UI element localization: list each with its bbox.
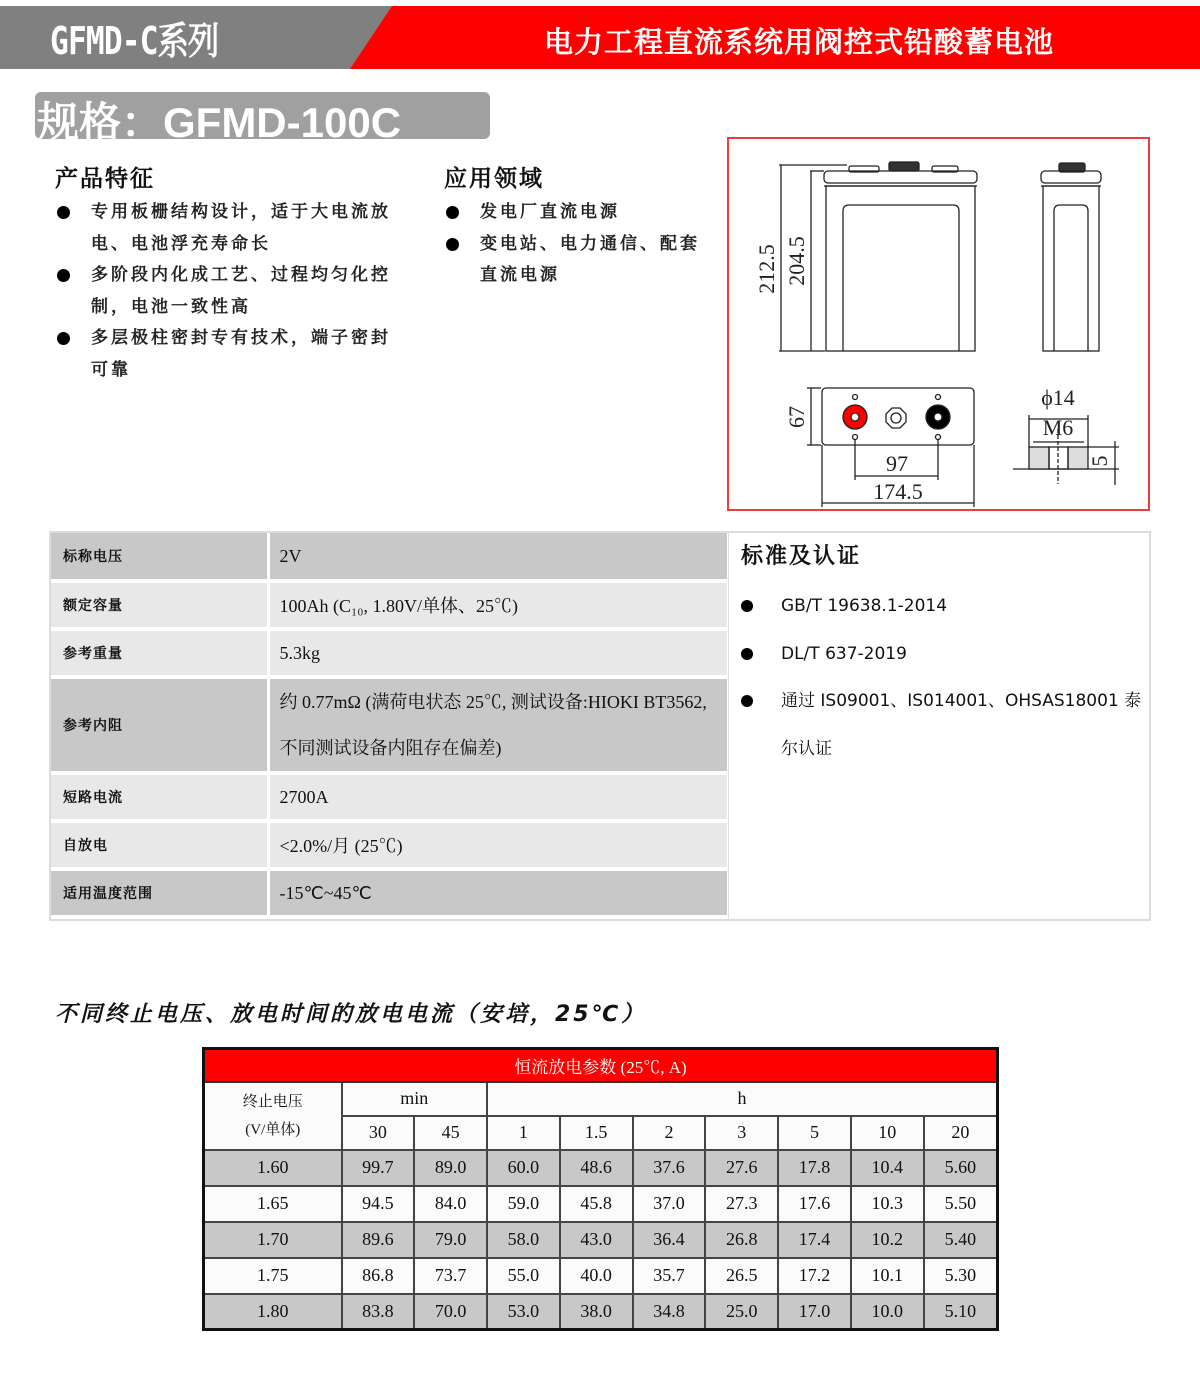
discharge-caption: 恒流放电参数 (25℃, A) (204, 1049, 998, 1082)
header-banner (0, 6, 1200, 69)
current-value-cell: 89.6 (342, 1222, 415, 1258)
current-value-cell: 10.4 (851, 1150, 924, 1186)
time-header-cell: 5 (778, 1116, 851, 1150)
feature-item (55, 260, 395, 323)
bullet-icon (741, 648, 753, 660)
time-header-cell: 10 (851, 1116, 924, 1150)
standard-text: DL/T 637-2019 (781, 643, 907, 664)
current-value-cell: 70.0 (414, 1294, 487, 1330)
application-text: 发电厂直流电源 (480, 202, 620, 222)
spec-row (51, 533, 727, 581)
dim-width: 67 (784, 406, 809, 428)
feature-text: 专用板栅结构设计，适于大电流放电、电池浮充寿命长 (91, 202, 391, 254)
spec-label: 自放电 (51, 821, 268, 869)
spec-value: 约 0.77mΩ (满荷电状态 25℃, 测试设备:HIOKI BT3562, 不同测试设备内阻存在偏差) (268, 677, 727, 773)
current-value-cell: 27.6 (705, 1150, 778, 1186)
end-voltage-cell: 1.80 (204, 1294, 342, 1330)
application-item (444, 197, 714, 229)
current-value-cell: 5.30 (924, 1258, 998, 1294)
current-value-cell: 10.3 (851, 1186, 924, 1222)
current-value-cell: 10.0 (851, 1294, 924, 1330)
spec-label: 参考内阻 (51, 677, 268, 773)
current-value-cell: 5.50 (924, 1186, 998, 1222)
dim-terminal-diameter: ϕ14 (1041, 385, 1075, 410)
current-value-cell: 99.7 (342, 1150, 415, 1186)
current-value-cell: 38.0 (560, 1294, 633, 1330)
side-view (1041, 163, 1101, 351)
spec-row (51, 773, 727, 821)
spec-value: 2700A (268, 773, 727, 821)
end-voltage-cell: 1.60 (204, 1150, 342, 1186)
time-header-cell: 1.5 (560, 1116, 633, 1150)
dim-total-height: 212.5 (754, 244, 779, 294)
current-value-cell: 17.6 (778, 1186, 851, 1222)
current-value-cell: 17.4 (778, 1222, 851, 1258)
feature-text: 多阶段内化成工艺、过程均匀化控制，电池一致性高 (91, 265, 391, 317)
current-value-cell: 34.8 (633, 1294, 706, 1330)
current-value-cell: 37.0 (633, 1186, 706, 1222)
spec-row (51, 629, 727, 677)
discharge-body (204, 1150, 998, 1330)
current-value-cell: 84.0 (414, 1186, 487, 1222)
current-value-cell: 17.8 (778, 1150, 851, 1186)
current-value-cell: 26.8 (705, 1222, 778, 1258)
current-value-cell: 83.8 (342, 1294, 415, 1330)
current-value-cell: 35.7 (633, 1258, 706, 1294)
discharge-row (204, 1222, 998, 1258)
current-value-cell: 89.0 (414, 1150, 487, 1186)
current-value-cell: 59.0 (487, 1186, 560, 1222)
current-value-cell: 94.5 (342, 1186, 415, 1222)
current-value-cell: 86.8 (342, 1258, 415, 1294)
current-value-cell: 10.2 (851, 1222, 924, 1258)
bullet-icon (741, 695, 753, 707)
current-value-cell: 58.0 (487, 1222, 560, 1258)
current-value-cell: 48.6 (560, 1150, 633, 1186)
current-value-cell: 27.3 (705, 1186, 778, 1222)
current-value-cell: 73.7 (414, 1258, 487, 1294)
unit-header-h: h (487, 1082, 997, 1116)
current-value-cell: 36.4 (633, 1222, 706, 1258)
standard-item (739, 678, 1149, 773)
discharge-row (204, 1150, 998, 1186)
model-badge (35, 92, 490, 146)
end-voltage-cell: 1.70 (204, 1222, 342, 1258)
spec-value: 2V (268, 533, 727, 581)
spec-row (51, 581, 727, 629)
standards-panel (728, 533, 1149, 919)
current-value-cell: 10.1 (851, 1258, 924, 1294)
application-text: 变电站、电力通信、配套直流电源 (480, 233, 700, 285)
voltage-header-line: (V/单体) (245, 1121, 301, 1138)
end-voltage-cell: 1.65 (204, 1186, 342, 1222)
standards-title: 标准及认证 (741, 544, 862, 569)
bullet-icon (446, 206, 459, 219)
current-value-cell: 37.6 (633, 1150, 706, 1186)
time-header-cell: 3 (705, 1116, 778, 1150)
discharge-row (204, 1258, 998, 1294)
unit-header-row (204, 1082, 998, 1116)
dim-body-height: 204.5 (784, 236, 809, 286)
time-header-cell: 30 (342, 1116, 415, 1150)
dim-thread: M6 (1042, 415, 1074, 440)
current-value-cell: 17.2 (778, 1258, 851, 1294)
current-value-cell: 40.0 (560, 1258, 633, 1294)
spec-row (51, 869, 727, 917)
time-header-cell: 20 (924, 1116, 998, 1150)
series-name: GFMD-C系列 (50, 19, 219, 63)
current-value-cell: 25.0 (705, 1294, 778, 1330)
unit-header-min: min (342, 1082, 488, 1116)
applications-list (444, 197, 714, 292)
drawing-svg (729, 139, 1152, 513)
discharge-row (204, 1294, 998, 1330)
current-value-cell: 5.10 (924, 1294, 998, 1330)
spec-row (51, 821, 727, 869)
end-voltage-cell: 1.75 (204, 1258, 342, 1294)
spec-value: -15℃~45℃ (268, 869, 727, 917)
current-value-cell: 17.0 (778, 1294, 851, 1330)
application-item (444, 229, 714, 292)
current-value-cell: 60.0 (487, 1150, 560, 1186)
body-panel (843, 205, 959, 351)
dim-terminal-depth: 5 (1087, 455, 1112, 467)
standard-item (739, 631, 1149, 679)
spec-label: 短路电流 (51, 773, 268, 821)
bullet-icon (57, 206, 70, 219)
time-header-cell: 1 (487, 1116, 560, 1150)
spec-label: 额定容量 (51, 581, 268, 629)
standard-text: GB/T 19638.1-2014 (781, 596, 948, 616)
spec-label: 参考重量 (51, 629, 268, 677)
current-value-cell: 43.0 (560, 1222, 633, 1258)
features-list (55, 197, 395, 386)
standard-item (739, 583, 1149, 631)
spec-row (51, 677, 727, 773)
feature-item (55, 197, 395, 260)
current-value-cell: 5.40 (924, 1222, 998, 1258)
current-value-cell: 79.0 (414, 1222, 487, 1258)
bullet-icon (57, 332, 70, 345)
vent-cap (889, 162, 919, 171)
product-category-title: 电力工程直流系统用阀控式铅酸蓄电池 (543, 25, 1054, 59)
standard-text: 通过 IS09001、IS014001、OHSAS18001 泰尔认证 (781, 691, 1142, 759)
applications-title: 应用领域 (444, 166, 544, 192)
battery-lid (824, 171, 977, 183)
spec-value: <2.0%/月 (25℃) (268, 821, 727, 869)
feature-item (55, 323, 395, 386)
time-header-cell: 45 (414, 1116, 487, 1150)
current-value-cell: 5.60 (924, 1150, 998, 1186)
spec-value: 100Ah (C₁₀, 1.80V/单体、25℃) (268, 581, 727, 629)
spec-value: 5.3kg (268, 629, 727, 677)
dim-length: 174.5 (873, 479, 923, 504)
spec-label: 标称电压 (51, 533, 268, 581)
model-label: 规格：GFMD-100C (37, 99, 402, 146)
feature-text: 多层极柱密封专有技术，端子密封可靠 (91, 328, 391, 380)
vent-icon (886, 408, 906, 428)
voltage-header (204, 1082, 342, 1150)
discharge-caption-row (204, 1049, 998, 1082)
discharge-section-title: 不同终止电压、放电时间的放电电流（安培，25℃） (55, 1002, 647, 1027)
discharge-table (202, 1047, 999, 1331)
discharge-row (204, 1186, 998, 1222)
spec-section (49, 531, 1151, 921)
features-title: 产品特征 (55, 166, 155, 192)
bullet-icon (57, 269, 70, 282)
battery-body (826, 186, 975, 351)
current-value-cell: 26.5 (705, 1258, 778, 1294)
spec-label: 适用温度范围 (51, 869, 268, 917)
voltage-header-line: 终止电压 (242, 1093, 303, 1110)
dim-terminal-spacing: 97 (886, 451, 908, 476)
battery-dimension-drawing (727, 137, 1150, 511)
bullet-icon (446, 238, 459, 251)
spec-table (51, 533, 727, 919)
time-header-cell: 2 (633, 1116, 706, 1150)
bullet-icon (741, 600, 753, 612)
standards-list (739, 583, 1149, 773)
current-value-cell: 53.0 (487, 1294, 560, 1330)
current-value-cell: 45.8 (560, 1186, 633, 1222)
current-value-cell: 55.0 (487, 1258, 560, 1294)
